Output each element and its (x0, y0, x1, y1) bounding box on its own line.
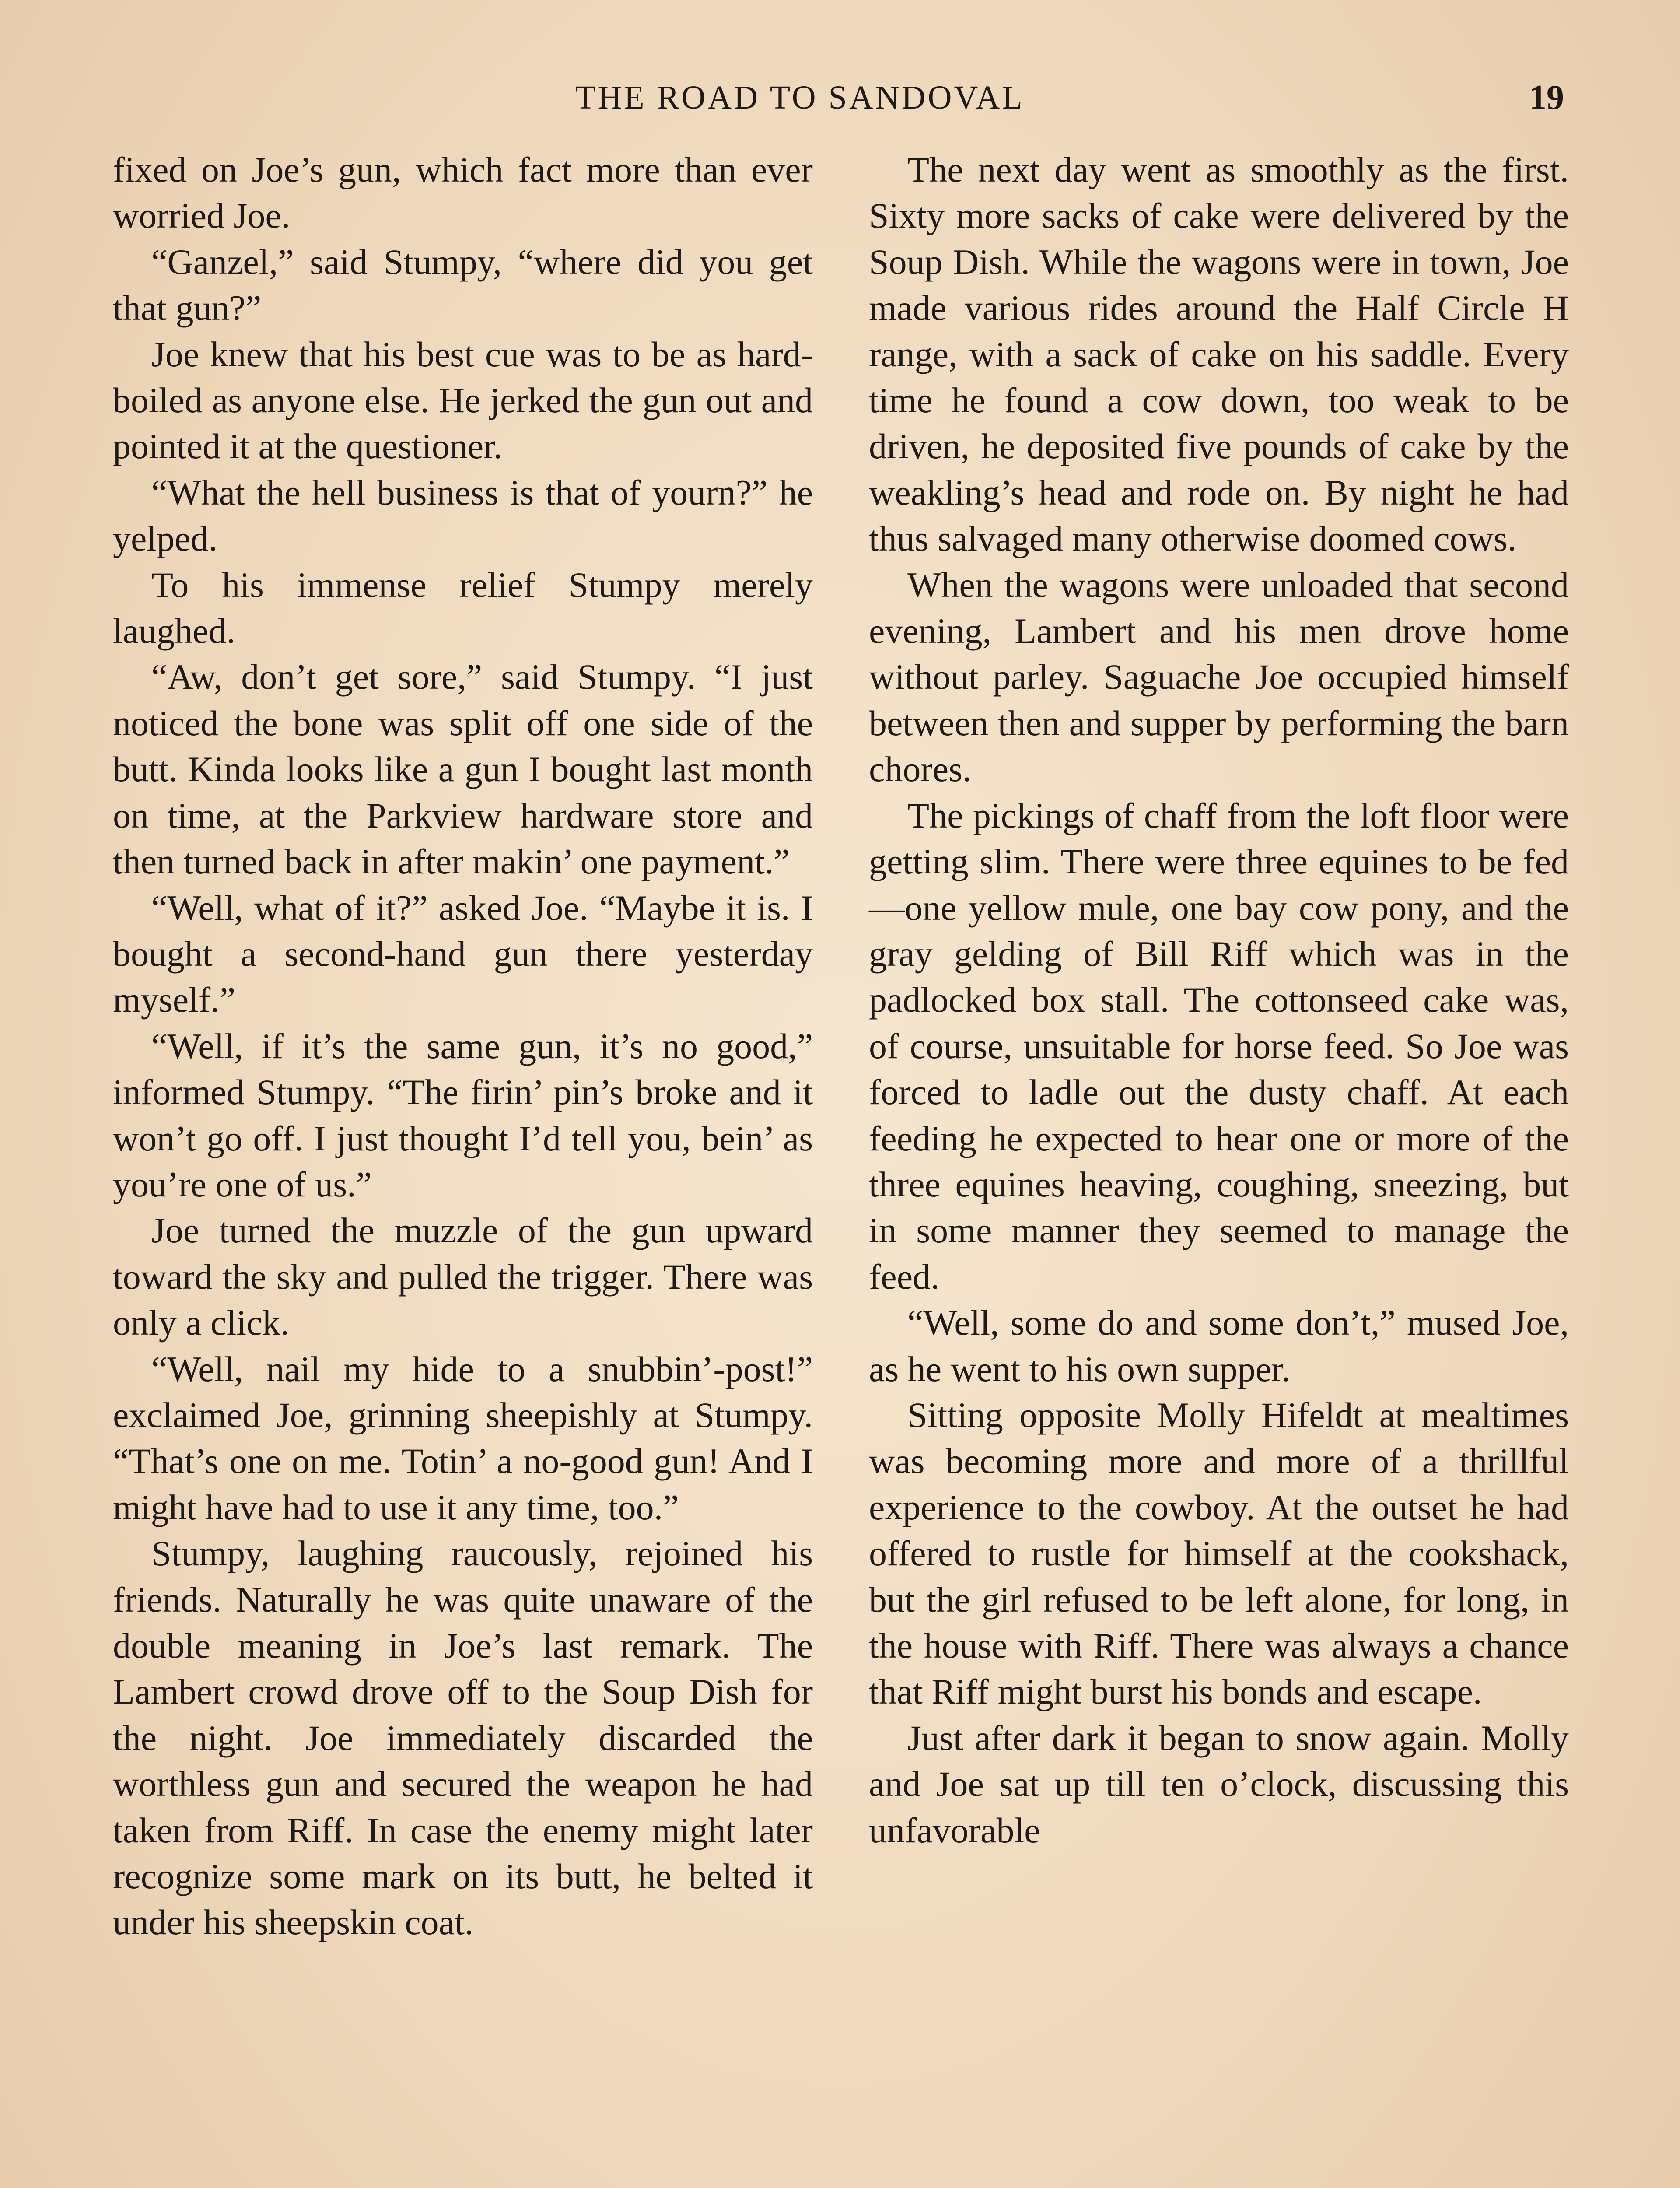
paragraph: “Well, what of it?” asked Joe. “Maybe it is. I bought a second-hand gun there yesterday myself.” (113, 887, 813, 1020)
paragraph: The pickings of chaff from the loft floor were getting slim. There were three equines to be fed—one yellow mule, one bay cow pony, and the gray gelding of Bill Riff which was in the padlocked box stall. The cottonseed cake was, of course, unsuitable for horse feed. So Joe was forced to ladle out the dusty chaff. At each feeding he expected to hear one or more of the three equines heaving, coughing, sneezing, but in some manner they seemed to manage the feed. (869, 795, 1569, 1297)
paragraph: “What the hell business is that of yourn?” he yelped. (113, 472, 813, 559)
paragraph: “Well, nail my hide to a snubbin’-post!” exclaimed Joe, grinning sheepishly at Stumpy. “That’s one on me. Totin’ a no-good gun! And I might have had to use it any time, too.” (113, 1349, 813, 1527)
paragraph: When the wagons were unloaded that second evening, Lambert and his men drove home without parley. Saguache Joe occupied himself between then and supper by performing the barn chores. (869, 565, 1569, 789)
paragraph: “Ganzel,” said Stumpy, “where did you get that gun?” (113, 242, 813, 328)
paragraph: “Aw, don’t get sore,” said Stumpy. “I just noticed the bone was split off one side of the butt. Kinda looks like a gun I bought last month on time, at the Parkview hardware store and then turned back in after makin’ one payment.” (113, 657, 813, 882)
paragraph: Just after dark it began to snow again. Molly and Joe sat up till ten o’clock, discussing this unfavorable (869, 1718, 1569, 1850)
page-number: 19 (1529, 78, 1564, 117)
paragraph: To his immense relief Stumpy merely laughed. (113, 565, 813, 651)
page-header (0, 66, 1680, 131)
paragraph: “Well, some do and some don’t,” mused Joe, as he went to his own supper. (869, 1303, 1569, 1389)
paragraph: Joe turned the muzzle of the gun upward toward the sky and pulled the trigger. There was only a click. (113, 1210, 813, 1343)
paragraph: fixed on Joe’s gun, which fact more than ever worried Joe. (113, 150, 813, 236)
paragraph: The next day went as smoothly as the first. Sixty more sacks of cake were delivered by the Soup Dish. While the wagons were in town, Joe made various rides around the Half Circle H range, with a sack of cake on his saddle. Every time he found a cow down, too weak to be driven, he deposited five pounds of cake by the weakling’s head and rode on. By night he had thus salvaged many otherwise doomed cows. (869, 150, 1569, 559)
running-title: THE ROAD TO SANDOVAL (575, 79, 1025, 116)
paragraph: “Well, if it’s the same gun, it’s no good,” informed Stumpy. “The firin’ pin’s broke and it won’t go off. I just thought I’d tell you, bein’ as you’re one of us.” (113, 1026, 813, 1204)
left-text-column (113, 147, 813, 1946)
right-text-column (869, 147, 1569, 1853)
paragraph: Sitting opposite Molly Hifeldt at mealtimes was becoming more and more of a thrillful experience to the cowboy. At the outset he had offered to rustle for himself at the cookshack, but the girl refused to be left alone, for long, in the house with Riff. There was always a chance that Riff might burst his bonds and escape. (869, 1395, 1569, 1712)
paragraph: Joe knew that his best cue was to be as hard-boiled as anyone else. He jerked the gun out and pointed it at the questioner. (113, 334, 813, 466)
paragraph: Stumpy, laughing raucously, rejoined his friends. Naturally he was quite unaware of the double meaning in Joe’s last remark. The Lambert crowd drove off to the Soup Dish for the night. Joe immediately discarded the worthless gun and secured the weapon he had taken from Riff. In case the enemy might later recognize some mark on its butt, he belted it under his sheepskin coat. (113, 1533, 813, 1943)
